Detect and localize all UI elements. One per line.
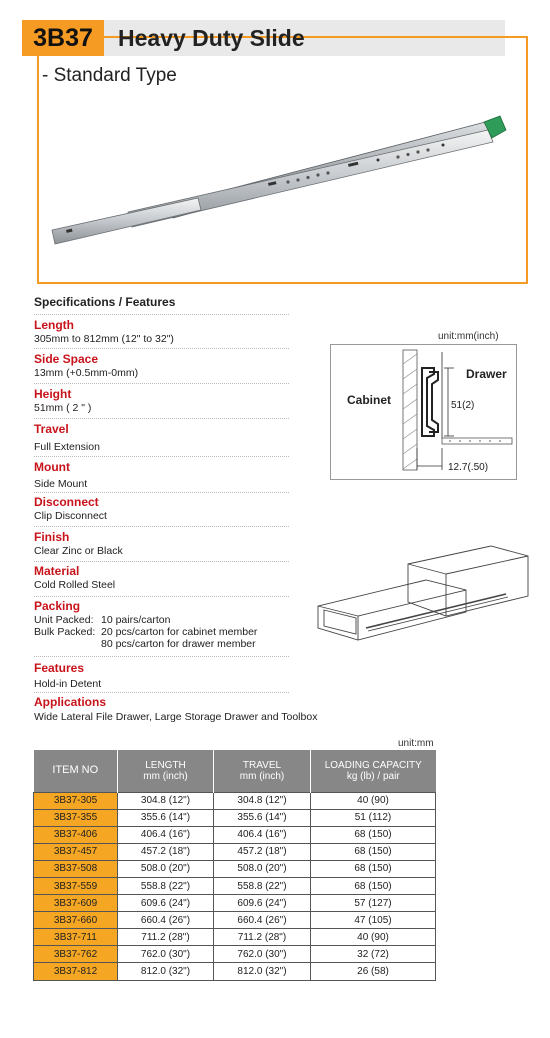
spec-finish [34, 530, 304, 558]
table-row [34, 895, 436, 912]
spec-value: Hold-in Detent [34, 678, 102, 690]
table-row [34, 877, 436, 894]
packing-bulk-value-2: 80 pcs/carton for drawer member [101, 638, 256, 650]
divider [34, 418, 289, 419]
cell-travel: 508.0 (20") [214, 860, 311, 877]
col-item [34, 750, 118, 792]
spec-value: 13mm (+0.5mm-0mm) [34, 367, 139, 379]
packing-bulk-row-2 [34, 638, 304, 650]
product-frame-left [37, 56, 39, 284]
divider [34, 692, 289, 693]
spec-material [34, 564, 304, 592]
divider [34, 456, 289, 457]
packing-spacer [34, 638, 101, 650]
cell-travel: 558.8 (22") [214, 877, 311, 894]
spec-value: 51mm ( 2 " ) [34, 402, 92, 414]
divider [34, 656, 289, 657]
spec-value: Full Extension [34, 441, 100, 453]
spec-value: Clear Zinc or Black [34, 545, 123, 557]
cell-load: 47 (105) [311, 912, 436, 929]
spec-value: Side Mount [34, 478, 88, 490]
spec-label: Mount [34, 460, 70, 474]
slide-photo [48, 100, 518, 260]
spec-label: Packing [34, 599, 81, 613]
spec-label: Features [34, 661, 85, 675]
cell-length: 355.6 (14") [118, 809, 214, 826]
cell-load: 68 (150) [311, 826, 436, 843]
col-travel-unit: mm (inch) [239, 770, 285, 782]
spec-value: Clip Disconnect [34, 510, 107, 522]
packing-bulk-row [34, 626, 304, 638]
cell-item: 3B37-660 [34, 912, 118, 929]
cell-item: 3B37-559 [34, 877, 118, 894]
cell-load: 40 (90) [311, 792, 436, 809]
col-load-unit: kg (lb) / pair [346, 770, 400, 782]
subtitle: - Standard Type [42, 65, 177, 86]
divider [34, 383, 289, 384]
gap-dimension: 12.7(.50) [448, 462, 489, 473]
spec-features [34, 661, 304, 691]
spec-label: Side Space [34, 352, 99, 366]
cell-item: 3B37-406 [34, 826, 118, 843]
table-row [34, 826, 436, 843]
cell-length: 609.6 (24") [118, 895, 214, 912]
cell-travel: 355.6 (14") [214, 809, 311, 826]
cell-load: 26 (58) [311, 963, 436, 980]
spec-label: Disconnect [34, 495, 99, 509]
cell-load: 40 (90) [311, 929, 436, 946]
spec-value: 305mm to 812mm (12" to 32") [34, 333, 174, 345]
col-length-unit: mm (inch) [143, 770, 188, 782]
cell-item: 3B37-812 [34, 963, 118, 980]
cell-load: 68 (150) [311, 877, 436, 894]
cell-load: 68 (150) [311, 843, 436, 860]
table-row [34, 843, 436, 860]
cell-length: 660.4 (26") [118, 912, 214, 929]
packing-unit-row [34, 614, 304, 626]
packing-unit-label: Unit Packed: [34, 614, 94, 626]
divider [34, 314, 289, 315]
cell-load: 32 (72) [311, 946, 436, 963]
diagram-unit: unit:mm(inch) [438, 331, 499, 342]
cabinet-label: Cabinet [347, 393, 392, 407]
divider [34, 348, 289, 349]
divider [34, 492, 289, 493]
table-row [34, 792, 436, 809]
cell-length: 508.0 (20") [118, 860, 214, 877]
cell-travel: 660.4 (26") [214, 912, 311, 929]
cell-travel: 762.0 (30") [214, 946, 311, 963]
table-body [34, 792, 436, 980]
cross-section-diagram [330, 344, 517, 480]
col-length [118, 750, 214, 792]
divider [34, 596, 289, 597]
model-code: 3B37 [22, 20, 104, 56]
table-row [34, 963, 436, 980]
spec-value: Cold Rolled Steel [34, 579, 116, 591]
col-travel-label: TRAVEL [242, 759, 282, 771]
drawer-illustration [316, 544, 531, 654]
spec-label: Length [34, 318, 74, 332]
spec-label: Travel [34, 422, 69, 436]
cell-item: 3B37-762 [34, 946, 118, 963]
cell-load: 68 (150) [311, 860, 436, 877]
height-dimension: 51(2) [451, 400, 475, 411]
cell-item: 3B37-457 [34, 843, 118, 860]
col-load-label: LOADING CAPACITY [324, 759, 422, 771]
cell-item: 3B37-355 [34, 809, 118, 826]
spec-applications [34, 695, 304, 710]
cell-length: 762.0 (30") [118, 946, 214, 963]
cell-length: 406.4 (16") [118, 826, 214, 843]
packing-unit-value: 10 pairs/carton [101, 614, 171, 626]
spec-packing [34, 599, 304, 650]
divider [34, 526, 289, 527]
packing-bulk-label: Bulk Packed: [34, 626, 96, 638]
spec-side-space [34, 352, 304, 380]
cell-load: 57 (127) [311, 895, 436, 912]
item-table [33, 750, 436, 981]
cell-length: 304.8 (12") [118, 792, 214, 809]
cell-item: 3B37-305 [34, 792, 118, 809]
table-header-row [34, 750, 436, 792]
cell-load: 51 (112) [311, 809, 436, 826]
cell-travel: 406.4 (16") [214, 826, 311, 843]
spec-label: Height [34, 387, 72, 401]
spec-height [34, 387, 304, 415]
col-length-label: LENGTH [145, 759, 186, 771]
specs-heading: Specifications / Features [34, 295, 176, 309]
cell-length: 457.2 (18") [118, 843, 214, 860]
spec-length [34, 318, 304, 346]
spec-mount [34, 460, 304, 491]
col-load [311, 750, 436, 792]
spec-label: Finish [34, 530, 70, 544]
cell-length: 812.0 (32") [118, 963, 214, 980]
col-item-label: ITEM NO [52, 764, 99, 777]
table-unit: unit:mm [398, 738, 434, 749]
cell-item: 3B37-711 [34, 929, 118, 946]
cell-length: 558.8 (22") [118, 877, 214, 894]
spec-disconnect [34, 495, 304, 523]
table-row [34, 912, 436, 929]
cell-travel: 609.6 (24") [214, 895, 311, 912]
table-row [34, 946, 436, 963]
cell-travel: 304.8 (12") [214, 792, 311, 809]
packing-bulk-value: 20 pcs/carton for cabinet member [101, 626, 258, 638]
spec-label: Material [34, 564, 80, 578]
cell-travel: 812.0 (32") [214, 963, 311, 980]
table-row [34, 860, 436, 877]
cell-travel: 711.2 (28") [214, 929, 311, 946]
cell-length: 711.2 (28") [118, 929, 214, 946]
table-row [34, 809, 436, 826]
drawer-label: Drawer [466, 367, 507, 381]
divider [34, 561, 289, 562]
cell-travel: 457.2 (18") [214, 843, 311, 860]
table-row [34, 929, 436, 946]
spec-applications-value: Wide Lateral File Drawer, Large Storage Drawer and Toolbox [34, 711, 318, 723]
col-travel [214, 750, 311, 792]
spec-label: Applications [34, 695, 107, 709]
page-title: Heavy Duty Slide [118, 25, 305, 51]
spec-travel [34, 422, 304, 454]
cell-item: 3B37-508 [34, 860, 118, 877]
cell-item: 3B37-609 [34, 895, 118, 912]
